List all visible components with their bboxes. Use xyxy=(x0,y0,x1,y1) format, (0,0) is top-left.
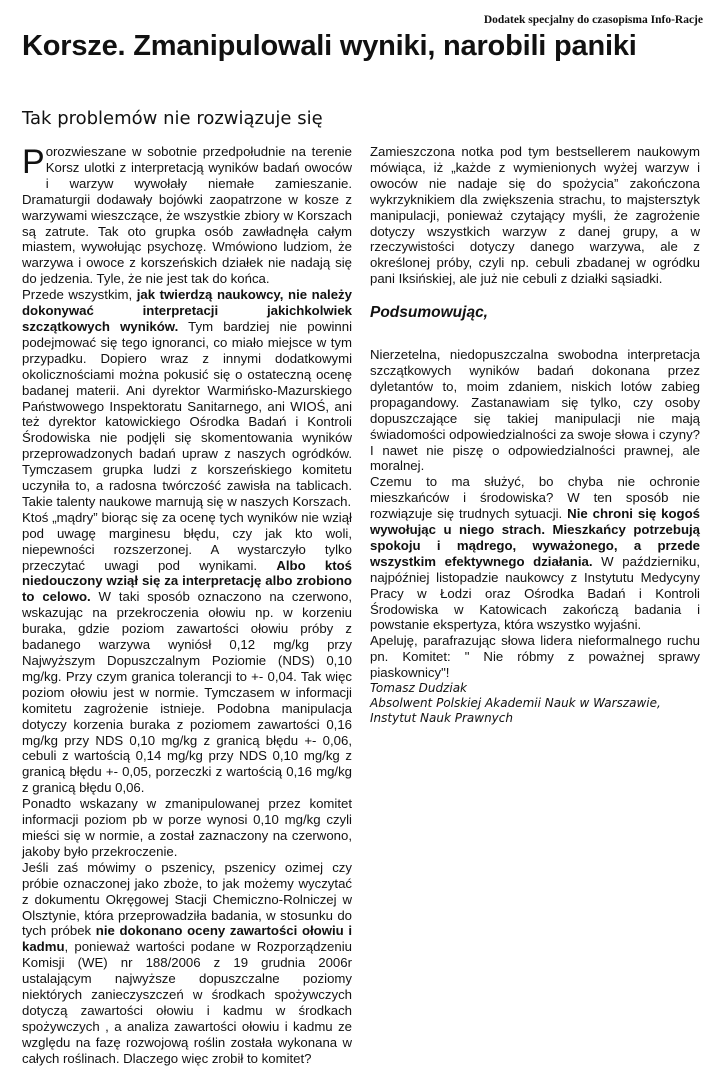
paragraph-text: Ktoś „mądry” biorąc się za ocenę tych wyników nie wziął pod uwagę marginesu błędu, czy jak kto woli, niepewności rozszerzonej. A wystarczyło tylko przeczytać uwagi pod wynikami. xyxy=(22,509,352,573)
supplement-label: Dodatek specjalny do czasopisma Info-Racje xyxy=(483,14,703,26)
paragraph-wheat xyxy=(22,860,352,1067)
paragraph-text: , ponieważ wartości podane w Rozporządzeniu Komisji (WE) nr 188/2006 z 19 grudnia 2006r ustalającym najwyższe dopuszczalne poziomy niektórych zanieczyszczeń w środkach spożywczych dotyczą zawartości ołowiu i kadmu w środkach spożywczych , a analiza zawartości ołowiu i kadmu ze względu na fazę rozwojową roślin została wykonana w całych roślinach. Dlaczego więc zrobił to komitet? xyxy=(22,939,352,1066)
author-title: Absolwent Polskiej Akademii Nauk w Warszawie, Instytut Nauk Prawnych xyxy=(370,696,661,726)
paragraph-text: W październiku, najpóźniej listopadzie naukowcy z Instytutu Medycyny Pracy w Łodzi oraz Ośrodka Badań i Kontroli Środowiska w Katowicach zakończą badania i powstanie ekspertyza, która wszystko wyjaśni. xyxy=(370,553,700,633)
paragraph-bold-text: Nie chroni się kogoś wywołując u niego strach. Mieszkańcy potrzebują spokoju i mądrego, wyważonego, a przede wszystkim efektywnego działania. xyxy=(370,506,700,569)
paragraph-scientists xyxy=(22,287,352,510)
author-name: Tomasz Dudziak xyxy=(370,681,467,696)
paragraph-text: Jeśli zaś mówimy o pszenicy, pszenicy ozimej czy próbie oznaczonej jako zboże, to jak możemy wyczytać z dokumentu Okręgowej Stacji Chemiczno-Rolniczej w Olsztynie, która przeprowadziła badania, w stosunku do tych próbek xyxy=(22,859,352,939)
paragraph-note: Zamieszczona notka pod tym bestsellerem naukowym mówiąca, iż „każde z wymienionych wyżej warzyw i owoców nie nadaje się do spożycia” zakończona wykrzyknikiem dla zwiększenia strachu, to majstersztyk manipulacji, ponieważ czytający myśli, że zagrożenie dotyczy wszystkich warzyw z danej grupy, a w rzeczywistości dotyczy danego warzywa, ale z określonej próby, czyli np. cebuli zbadanej w ogródku pani Iksińskiej, ale już nie cebuli z działki sąsiadki. xyxy=(370,144,700,287)
paragraph-bold-text: Albo ktoś niedouczony wziął się za interpretację albo zrobiono to celowo. xyxy=(22,557,352,605)
paragraph-text: W taki sposób oznaczono na czerwono, wskazując na przekroczenia ołowiu np. w korzeniu buraka, gdzie poziom zawartości ołowiu próby z badanego warzywa wyniósł 0,12 mg/kg przy Najwyższym Dopuszczalnym Poziomie (NDS) 0,10 mg/kg. Przy czym granica tolerancji to +- 0,04. Tak więc poziom ołowiu jest w normie. Tymczasem w informacji komitetu zagrożenie istnieje. Podobna manipulacja dotyczy korzenia buraka z poziomem zawartości 0,16 mg/kg przy NDS 0,10 mg/kg z granicą błędu +- 0,06, cebuli z wartością 0,14 mg/kg przy NDS 0,10 mg/kg z granicą błędu +- 0,05, porzeczki z wartością 0,16 mg/kg z granicą błędu 0,06. xyxy=(22,589,352,796)
paragraph-text: Czemu to ma służyć, bo chyba nie ochronie mieszkańców i środowiska? W ten sposób nie rozwiązuje się trudnych sytuacji. xyxy=(370,474,700,522)
paragraph-leek: Ponadto wskazany w zmanipulowanej przez komitet informacji poziom pb w porze wynosi 0,10 mg/kg czyli mieści się w normie, a został zaznaczony na czerwono, jakoby było przekroczenie. xyxy=(22,796,352,859)
article-column-right xyxy=(370,144,700,726)
paragraph-purpose xyxy=(370,474,700,633)
paragraph-text: Tym bardziej nie powinni podejmować się tego ignoranci, co miało miejsce w tym przypadku. Dopiero wraz z innymi dodatkowymi okolicznościami można pokusić się o ostateczną ocenę badanej materii. Ani dyrektor Warmińsko-Mazurskiego Państwowego Inspektoratu Sanitarnego, ani WIOŚ, ani też dyrektor katowickiego Ośrodka Badań i Kontroli Środowiska nie podjęli się skomentowania wyników przeprowadzonych badań upraw z naszych ogródków. Tymczasem grupka ludzi z korszeńskiego komitetu uczyniła to, a radosna twórczość zawisła na tablicach. Takie talenty naukowe marnują się w naszych Korszach. xyxy=(22,318,352,509)
paragraph-error-margin xyxy=(22,510,352,796)
paragraph-appeal: Apeluję, parafrazując słowa lidera nieformalnego ruchu pn. Komitet: " Nie róbmy z poważnej sprawy piaskownicy"! xyxy=(370,633,700,681)
paragraph-intro-text: orozwieszane w sobotnie przedpołudnie na terenie Korsz ulotki z interpretacją wyników badań owoców i warzyw wywołały niemałe zamieszanie. Dramaturgii dodawały bojówki zaopatrzone w kosze z warzywami wieszczące, że wszystkie zbiory w Korszach są zatrute. Tak oto grupka osób zawładnęła całym miastem, wywołując psychozę. Wmówiono ludziom, że warzywa i owoce z korszeńskich działek nie nadają się do jedzenia. Tyle, że nie jest tak do końca. xyxy=(22,144,352,287)
paragraph-intro xyxy=(22,144,352,287)
paragraph-text: Przede wszystkim, xyxy=(22,287,137,303)
article-headline: Korsze. Zmanipulowali wyniki, narobili paniki xyxy=(22,30,637,62)
article-subtitle: Tak problemów nie rozwiązuje się xyxy=(22,108,323,129)
drop-cap: P xyxy=(22,143,45,181)
article-column-left xyxy=(22,144,352,1067)
paragraph-bold-text: nie dokonano oceny zawartości ołowiu i kadmu xyxy=(22,923,352,955)
paragraph-bold-text: jak twierdzą naukowcy, nie należy dokonywać interpretacji jakichkolwiek szczątkowych wyników. xyxy=(22,287,352,334)
paragraph-summary: Nierzetelna, niedopuszczalna swobodna interpretacja szczątkowych wyników badań dokonana przez dyletantów to, moim zdaniem, niskich lotów zabieg propagandowy. Zastanawiam się tylko, czy osoby dopuszczające się takiej manipulacji nie mają świadomości odpowiedzialności za swoje słowa i czyny? I nawet nie piszę o odpowiedzialności prawnej, ale moralnej. xyxy=(370,347,700,474)
section-heading-summary: Podsumowując, xyxy=(370,304,488,322)
